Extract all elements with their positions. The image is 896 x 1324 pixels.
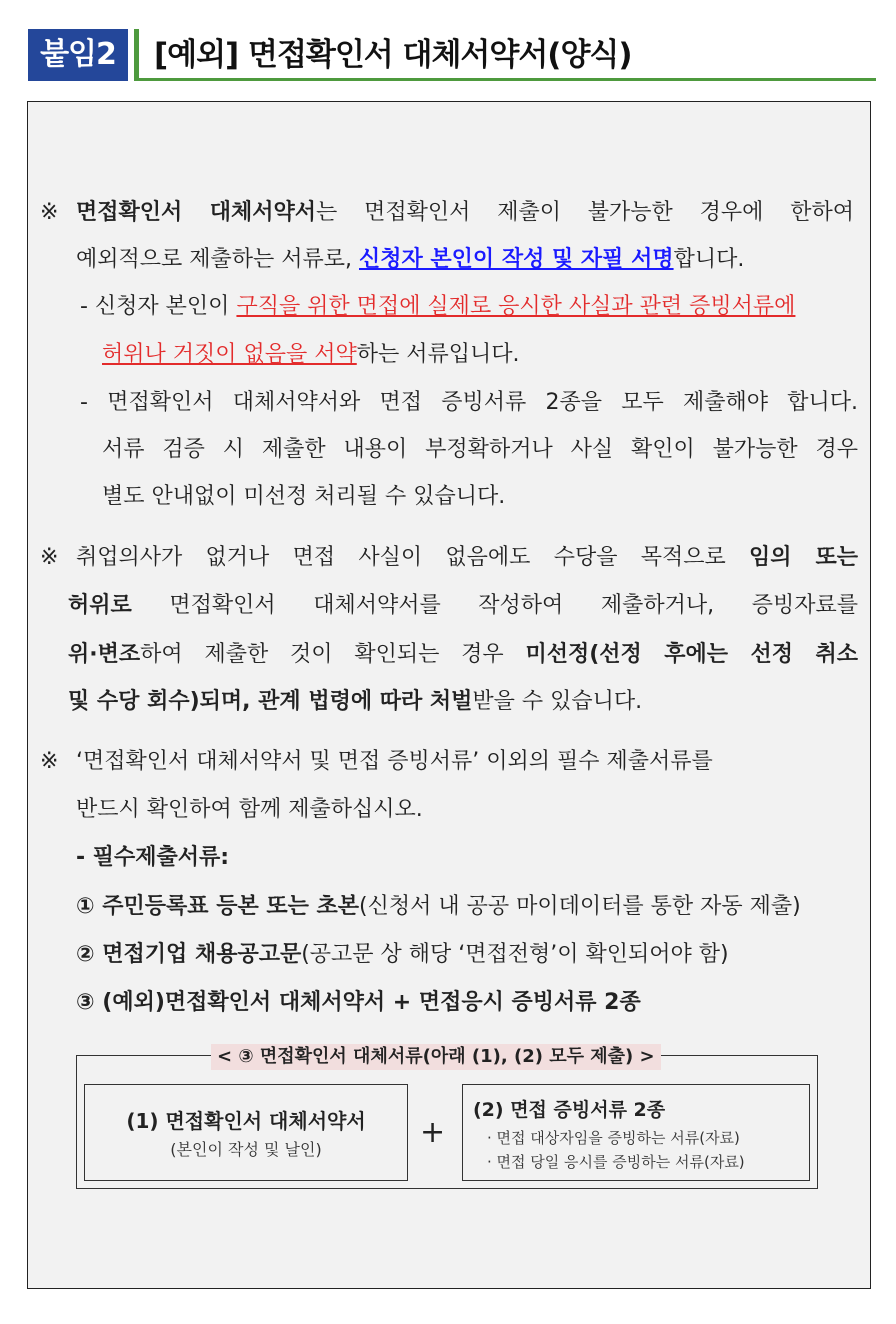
s1-dash2-line1: - 면접확인서 대체서약서와 면접 증빙서류 2종을 모두 제출해야 합니다. xyxy=(80,390,858,415)
s1-text: 는 면접확인서 제출이 불가능한 경우에 한하여 xyxy=(316,200,854,225)
s1-dash1-line2 xyxy=(102,340,520,370)
s2-line3 xyxy=(68,640,858,670)
s2-bold: 및 수당 회수)되며, 관계 법령에 따라 처벌 xyxy=(68,689,473,714)
pledge-box xyxy=(84,1084,408,1181)
required-docs-title: - 필수제출서류: xyxy=(76,845,230,870)
item-bold: ② 면접기업 채용공고문 xyxy=(76,942,302,967)
attachment-badge: 붙임2 xyxy=(28,29,128,81)
s2-bold: 위·변조 xyxy=(68,642,141,667)
item-bold: ③ (예외)면접확인서 대체서약서 + 면접응시 증빙서류 2종 xyxy=(76,990,641,1015)
s1-dash1-line1 xyxy=(80,292,795,322)
s1-dash2-line3: 별도 안내없이 미선정 처리될 수 있습니다. xyxy=(102,484,506,509)
s1-line1 xyxy=(76,198,854,228)
group-title: < ③ 면접확인서 대체서류(아래 (1), (2) 모두 제출) > xyxy=(211,1044,661,1070)
s1-blue-highlight: 신청자 본인이 작성 및 자필 서명 xyxy=(359,247,674,272)
s2-text: 받을 수 있습니다. xyxy=(472,689,643,714)
s2-text: 하여 제출한 것이 확인되는 경우 xyxy=(140,642,526,667)
item-text: (신청서 내 공공 마이데이터를 통한 자동 제출) xyxy=(359,894,801,919)
evidence-item: · 면접 당일 응시를 증빙하는 서류(자료) xyxy=(487,1153,745,1171)
pledge-subtitle: (본인이 작성 및 날인) xyxy=(170,1140,322,1159)
evidence-title: (2) 면접 증빙서류 2종 xyxy=(473,1099,666,1121)
s1-text: 합니다. xyxy=(673,247,745,272)
pledge-title: (1) 면접확인서 대체서약서 xyxy=(126,1109,366,1133)
title-accent-bar xyxy=(134,29,139,81)
s2-line1 xyxy=(76,543,858,573)
item-text: (공고문 상 해당 ‘면접전형’이 확인되어야 함) xyxy=(301,942,729,967)
required-doc-item xyxy=(76,988,641,1018)
s1-red-highlight: 구직을 위한 면접에 실제로 응시한 사실과 관련 증빙서류에 xyxy=(236,294,796,319)
item-bold: ① 주민등록표 등본 또는 초본 xyxy=(76,894,360,919)
evidence-box xyxy=(462,1084,810,1181)
s3-line1: ‘면접확인서 대체서약서 및 면접 증빙서류’ 이외의 필수 제출서류를 xyxy=(76,749,713,774)
required-doc-item xyxy=(76,940,729,970)
s2-bold: 임의 또는 xyxy=(749,545,858,570)
s1-bold: 면접확인서 대체서약서 xyxy=(76,200,317,225)
s3-line2: 반드시 확인하여 함께 제출하십시오. xyxy=(76,797,423,822)
evidence-item: · 면접 대상자임을 증빙하는 서류(자료) xyxy=(487,1129,740,1147)
s1-text: - 신청자 본인이 xyxy=(80,294,237,319)
s2-line2 xyxy=(68,591,858,621)
s1-line2 xyxy=(76,245,744,275)
note-mark: ※ xyxy=(40,200,59,225)
note-mark: ※ xyxy=(40,545,59,570)
note-mark: ※ xyxy=(40,749,59,774)
page-title: [예외] 면접확인서 대체서약서(양식) xyxy=(154,37,632,73)
s1-text: 예외적으로 제출하는 서류로, xyxy=(76,247,359,272)
s2-text: 면접확인서 대체서약서를 작성하여 제출하거나, 증빙자료를 xyxy=(131,593,858,618)
s1-dash2-line2: 서류 검증 시 제출한 내용이 부정확하거나 사실 확인이 불가능한 경우 xyxy=(102,437,858,462)
plus-sign: + xyxy=(420,1115,446,1150)
s2-bold: 미선정(선정 후에는 선정 취소 xyxy=(525,642,859,667)
s1-text: 하는 서류입니다. xyxy=(356,342,520,367)
s2-bold: 허위로 xyxy=(68,593,132,618)
s2-text: 취업의사가 없거나 면접 사실이 없음에도 수당을 목적으로 xyxy=(76,545,750,570)
required-doc-item xyxy=(76,892,801,922)
s1-red-highlight: 허위나 거짓이 없음을 서약 xyxy=(102,342,357,367)
s2-line4 xyxy=(68,687,642,717)
